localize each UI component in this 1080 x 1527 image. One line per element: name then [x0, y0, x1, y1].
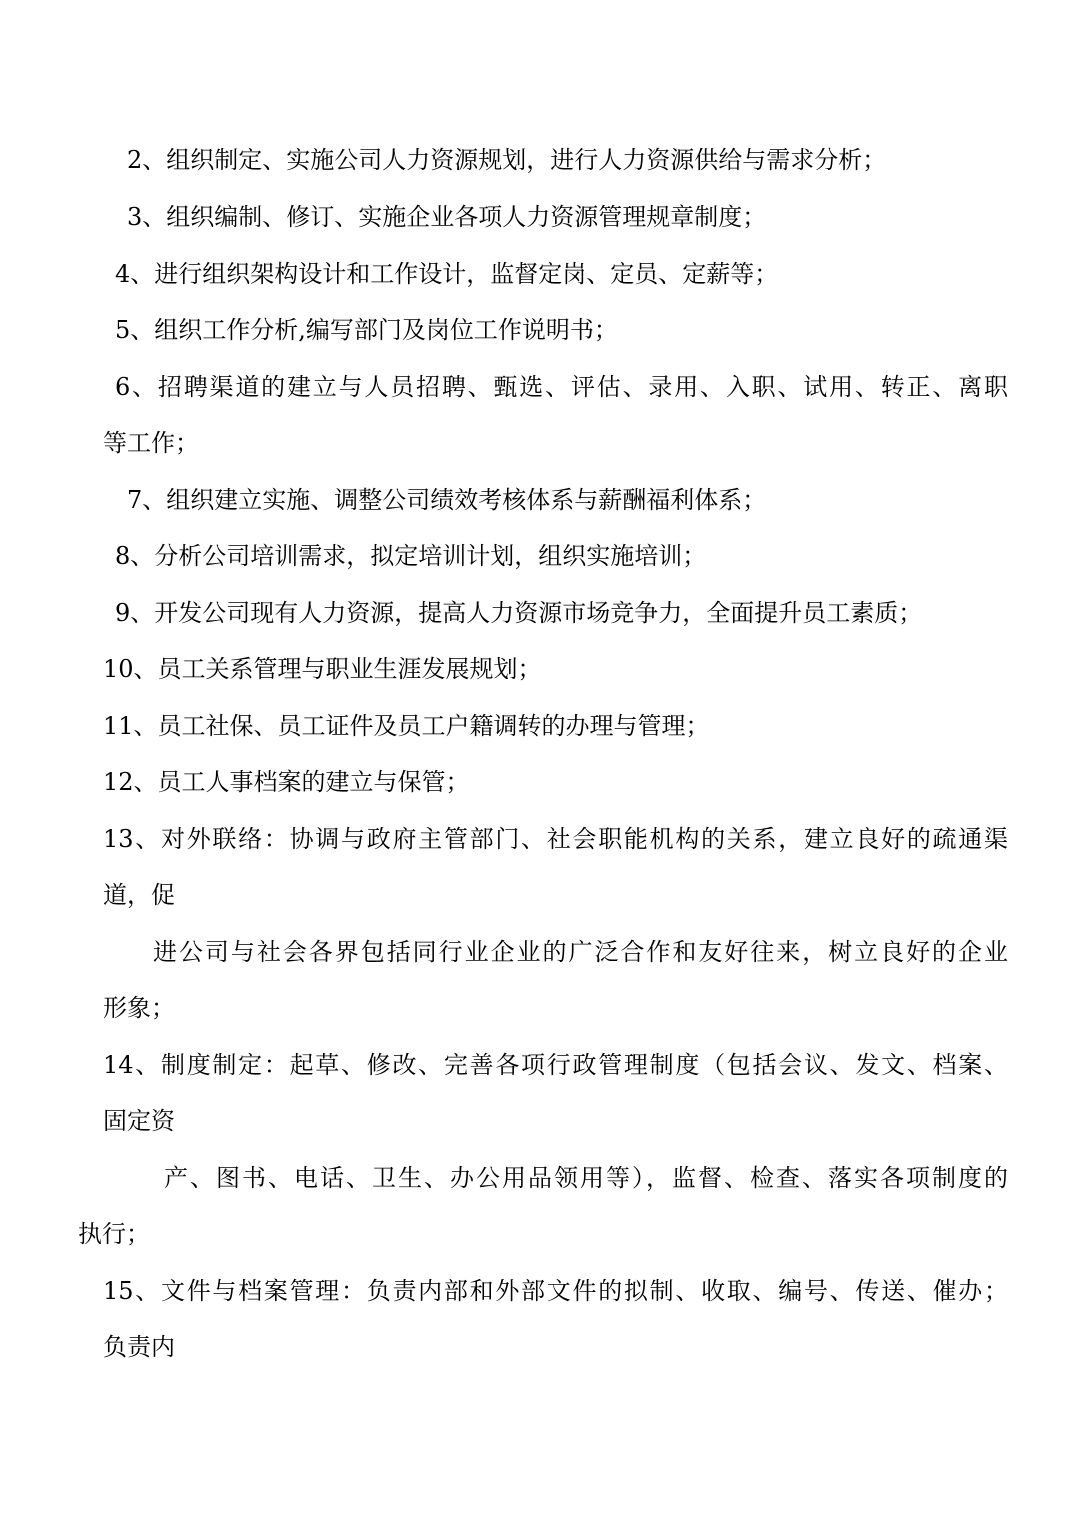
list-item: 10、员工关系管理与职业生涯发展规划； — [103, 655, 542, 683]
list-item-continuation: 进公司与社会各界包括同行业企业的广泛合作和友好往来，树立良好的企业 — [153, 938, 1008, 966]
list-item: 9、开发公司现有人力资源，提高人力资源市场竞争力，全面提升员工素质； — [115, 599, 923, 627]
list-item: 13、对外联络：协调与政府主管部门、社会职能机构的关系，建立良好的疏通渠 — [103, 825, 1008, 853]
list-item: 14、制度制定：起草、修改、完善各项行政管理制度（包括会议、发文、档案、 — [103, 1051, 1008, 1079]
list-item: 12、员工人事档案的建立与保管； — [103, 768, 470, 796]
list-item-continuation: 形象； — [103, 994, 175, 1022]
list-item-continuation: 等工作； — [103, 429, 199, 457]
list-item: 2、组织制定、实施公司人力资源规划，进行人力资源供给与需求分析； — [127, 146, 887, 174]
list-item: 15、文件与档案管理：负责内部和外部文件的拟制、收取、编号、传送、催办； — [103, 1277, 1008, 1305]
list-item-continuation: 产、图书、电话、卫生、办公用品领用等），监督、检查、落实各项制度的 — [164, 1164, 1008, 1192]
list-item: 8、分析公司培训需求，拟定培训计划，组织实施培训； — [115, 542, 707, 570]
list-item-continuation: 道，促 — [103, 881, 175, 909]
list-item: 7、组织建立实施、调整公司绩效考核体系与薪酬福利体系； — [127, 486, 767, 514]
list-item-continuation: 负责内 — [103, 1333, 175, 1361]
list-item-continuation: 执行； — [78, 1220, 150, 1248]
list-item: 11、员工社保、员工证件及员工户籍调转的办理与管理； — [103, 712, 710, 740]
list-item: 5、组织工作分析,编写部门及岗位工作说明书； — [115, 316, 618, 344]
list-item: 4、进行组织架构设计和工作设计，监督定岗、定员、定薪等； — [115, 260, 779, 288]
list-item-continuation: 固定资 — [103, 1107, 175, 1135]
list-item: 3、组织编制、修订、实施企业各项人力资源管理规章制度； — [127, 203, 767, 231]
list-item: 6、招聘渠道的建立与人员招聘、甄选、评估、录用、入职、试用、转正、离职 — [115, 373, 1008, 401]
